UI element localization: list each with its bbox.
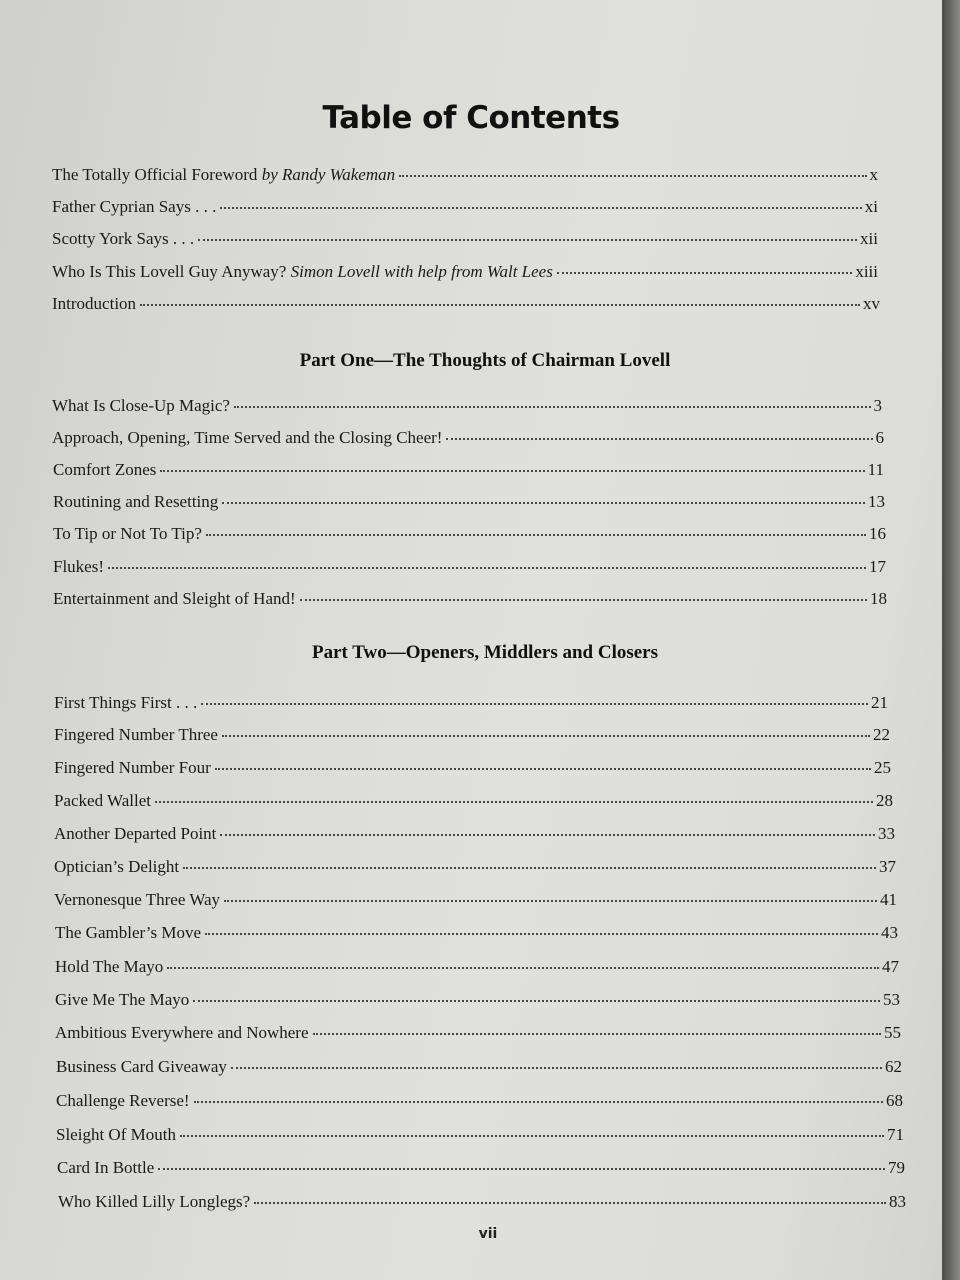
toc-entry [53, 491, 885, 513]
toc-entry-label: Flukes! [53, 557, 104, 576]
toc-entry [53, 588, 887, 610]
dot-leader [231, 1066, 882, 1069]
page-number: 16 [869, 524, 886, 543]
page-number: 47 [882, 957, 899, 976]
toc-entry-label: Entertainment and Sleight of Hand! [53, 589, 296, 608]
dot-leader [313, 1032, 881, 1035]
toc-entry-label [52, 164, 395, 186]
dot-leader [140, 303, 860, 306]
toc-entry-label: The Gambler’s Move [55, 923, 202, 942]
page-number: 62 [885, 1057, 902, 1076]
dot-leader [183, 866, 876, 869]
toc-entry [53, 459, 884, 481]
dot-leader [234, 405, 871, 408]
dot-leader [399, 174, 866, 177]
entry-title: The Totally Official Foreword [52, 165, 258, 184]
page-edge-shadow [942, 0, 960, 1280]
toc-entry [56, 1124, 904, 1146]
dot-leader [160, 469, 864, 472]
page-number: 11 [867, 460, 884, 479]
page-number: 43 [881, 923, 898, 942]
toc-entry [52, 196, 878, 218]
page-number: 25 [874, 758, 891, 777]
toc-entry [58, 1191, 906, 1213]
toc-entry [53, 523, 886, 545]
toc-entry-label: To Tip or Not To Tip? [53, 524, 202, 543]
toc-entry [56, 1056, 902, 1078]
part-one-heading: Part One—The Thoughts of Chairman Lovell [299, 350, 671, 371]
page-number: xv [863, 294, 880, 313]
toc-entry [52, 228, 878, 250]
dot-leader [222, 501, 865, 504]
dot-leader [205, 932, 878, 935]
toc-entry-label: Sleight Of Mouth [56, 1125, 176, 1144]
page-number: 68 [886, 1091, 903, 1110]
dot-leader [198, 238, 857, 241]
dot-leader [206, 533, 866, 536]
page-folio: vii [478, 1226, 498, 1242]
toc-entry-label: Optician’s Delight [54, 857, 180, 876]
dot-leader [180, 1134, 884, 1137]
toc-entry-label: Packed Wallet [54, 791, 151, 810]
page-number: 18 [870, 589, 887, 608]
entry-title: Who Is This Lovell Guy Anyway? [52, 262, 287, 281]
page-number: 79 [888, 1158, 905, 1177]
toc-entry [56, 1090, 903, 1112]
toc-entry-label: Card In Bottle [57, 1158, 155, 1177]
dot-leader [193, 999, 880, 1002]
dot-leader [254, 1201, 886, 1204]
page-number: 28 [876, 791, 893, 810]
page-title: Table of Contents [322, 100, 620, 136]
dot-leader [220, 206, 861, 209]
page-number: 6 [875, 428, 884, 447]
dot-leader [215, 767, 871, 770]
toc-entry-label: Father Cyprian Says . . . [52, 197, 217, 216]
page-number: 3 [873, 396, 882, 415]
page-number: xiii [855, 262, 878, 281]
page-number: 53 [883, 990, 900, 1009]
toc-entry [54, 724, 890, 746]
page-number: x [869, 165, 878, 184]
dot-leader [222, 734, 870, 737]
toc-entry [55, 922, 898, 944]
page-number: 71 [887, 1125, 904, 1144]
page-number: 83 [889, 1192, 906, 1211]
page-number: 41 [880, 890, 897, 909]
toc-entry [53, 556, 886, 578]
toc-entry [52, 293, 880, 315]
toc-entry-label: Business Card Giveaway [56, 1057, 227, 1076]
dot-leader [201, 702, 868, 705]
page-number: 17 [869, 557, 886, 576]
toc-entry [55, 1022, 901, 1044]
page-number: 37 [879, 857, 896, 876]
dot-leader [557, 271, 852, 274]
entry-credit: by Randy Wakeman [261, 165, 396, 184]
toc-entry [54, 757, 891, 779]
page-number: 21 [871, 693, 888, 712]
toc-entry-label: Hold The Mayo [55, 957, 164, 976]
toc-entry-label: What Is Close-Up Magic? [52, 396, 230, 415]
toc-entry [52, 395, 882, 417]
toc-entry-label: First Things First . . . [54, 693, 198, 712]
dot-leader [158, 1167, 885, 1170]
toc-entry-label: Ambitious Everywhere and Nowhere [55, 1023, 309, 1042]
page-number: xii [860, 229, 878, 248]
dot-leader [167, 966, 879, 969]
dot-leader [194, 1100, 883, 1103]
dot-leader [446, 437, 872, 440]
entry-credit: Simon Lovell with help from Walt Lees [290, 262, 553, 281]
toc-entry-label: Challenge Reverse! [56, 1091, 190, 1110]
toc-entry-label: Introduction [52, 294, 137, 313]
toc-entry-label: Who Killed Lilly Longlegs? [58, 1192, 251, 1211]
toc-entry-label [52, 261, 553, 283]
toc-entry [52, 261, 878, 283]
toc-entry-label: Fingered Number Four [54, 758, 211, 777]
dot-leader [220, 833, 875, 836]
toc-entry-label: Give Me The Mayo [55, 990, 190, 1009]
toc-entry [55, 989, 900, 1011]
dot-leader [155, 800, 873, 803]
toc-entry [52, 164, 878, 186]
part-two-heading: Part Two—Openers, Middlers and Closers [311, 642, 659, 663]
page-number: 33 [878, 824, 895, 843]
toc-entry [54, 856, 896, 878]
toc-entry [57, 1157, 905, 1179]
toc-entry-label: Another Departed Point [54, 824, 217, 843]
page-number: 13 [868, 492, 885, 511]
toc-entry [54, 823, 895, 845]
toc-entry-label: Approach, Opening, Time Served and the Closing Cheer! [52, 428, 443, 447]
page-number: xi [864, 197, 878, 216]
toc-entry [54, 790, 893, 812]
toc-entry [52, 427, 884, 449]
toc-entry-label: Comfort Zones [53, 460, 157, 479]
toc-entry-label: Routining and Resetting [53, 492, 219, 511]
page-number: 22 [873, 725, 890, 744]
dot-leader [300, 598, 867, 601]
toc-entry [54, 889, 897, 911]
toc-entry [55, 956, 899, 978]
toc-entry [54, 692, 888, 714]
dot-leader [224, 899, 877, 902]
toc-entry-label: Fingered Number Three [54, 725, 218, 744]
dot-leader [108, 566, 866, 569]
toc-entry-label: Vernonesque Three Way [54, 890, 221, 909]
page-number: 55 [884, 1023, 901, 1042]
toc-entry-label: Scotty York Says . . . [52, 229, 195, 248]
